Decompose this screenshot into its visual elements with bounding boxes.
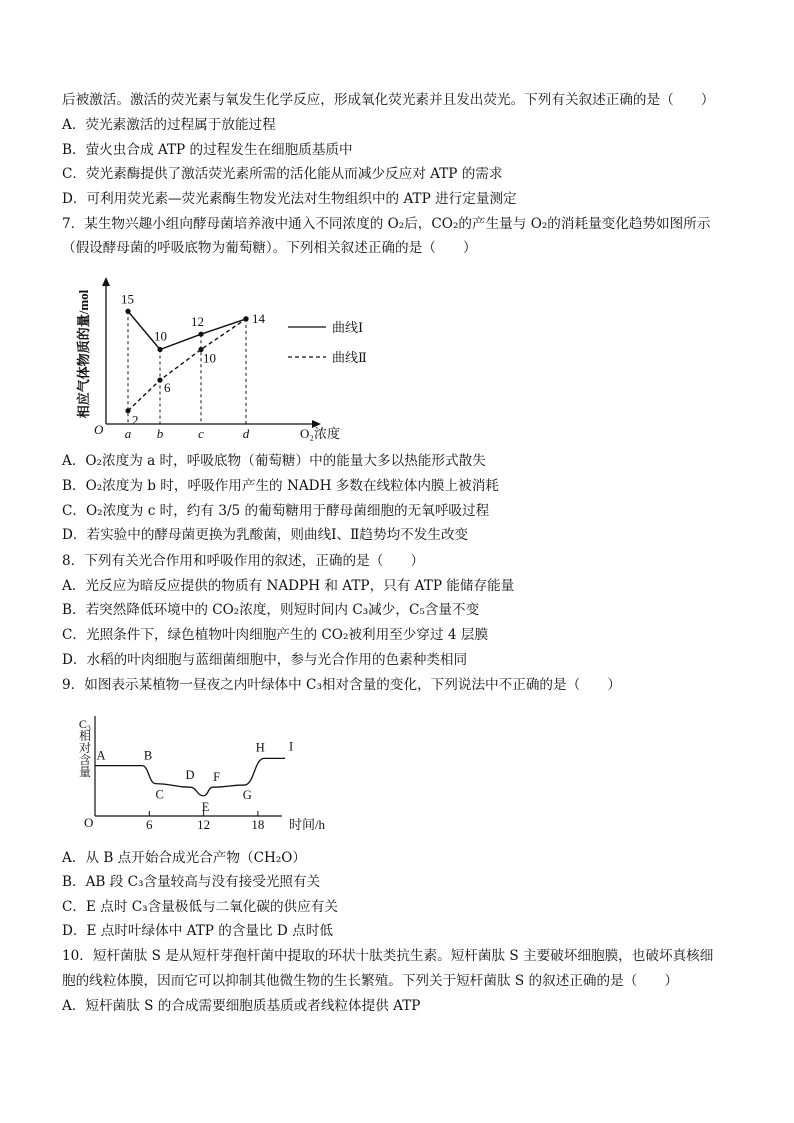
q7-stem-line1: 7．某生物兴趣小组向酵母菌培养液中通入不同浓度的 O₂后，CO₂的产生量与 O₂的消耗量变化趋势如图所示 <box>62 216 711 232</box>
q9-option-c: C．E 点时 C₃含量极低与二氧化碳的供应有关 <box>62 899 338 915</box>
q7-x-tick-label: a <box>124 426 132 441</box>
q9-point-label-g: G <box>242 788 252 803</box>
q9-x-axis-label: 时间/h <box>288 817 326 832</box>
q9-x-tick-label: 18 <box>251 817 265 832</box>
q7-data-point <box>243 316 248 321</box>
q9-option-d: D．E 点时叶绿体中 ATP 的含量比 D 点时低 <box>62 923 333 939</box>
q7-data-point <box>157 378 162 383</box>
q7-data-label: 6 <box>164 380 171 396</box>
q9-point-label-d: D <box>185 768 195 783</box>
q7-x-tick-label: d <box>242 426 250 441</box>
q7-series-lines <box>128 311 246 410</box>
q7-x-axis-label: O₂浓度 <box>300 426 340 441</box>
q8-option-a: A．光反应为暗反应提供的物质有 NADPH 和 ATP，只有 ATP 能储存能量 <box>62 578 515 594</box>
q9-point-label-f: F <box>213 770 221 785</box>
q7-data-point <box>125 309 130 314</box>
q9-option-a: A．从 B 点开始合成光合产物（CH₂O） <box>62 850 307 866</box>
q7-x-tick-label: c <box>198 426 204 441</box>
q7-data-label: 10 <box>203 350 216 366</box>
q8-option-d: D．水稻的叶肉细胞与蓝细菌细胞中，参与光合作用的色素种类相同 <box>62 652 468 668</box>
q9-x-ticks <box>146 811 264 832</box>
q8-option-c: C．光照条件下，绿色植物叶肉细胞产生的 CO₂被利用至少穿过 4 层膜 <box>62 627 489 643</box>
q6-option-a: A．荧光素激活的过程属于放能过程 <box>62 117 276 133</box>
q7-legend-label-1: 曲线Ⅰ <box>332 320 364 335</box>
q9-stem: 9．如图表示某植物一昼夜之内叶绿体中 C₃相对含量的变化，下列说法中不正确的是（ ） <box>62 677 621 693</box>
q9-x-tick-label: 6 <box>146 817 153 832</box>
q7-x-tick-label: b <box>156 426 164 441</box>
q7-data-label: 2 <box>132 412 139 428</box>
q9-point-label-i: I <box>288 739 294 754</box>
q9-point-label-e: E <box>201 799 210 814</box>
q7-marks <box>121 291 266 441</box>
q7-origin-label: O <box>94 422 104 437</box>
q9-origin-label: O <box>84 815 94 830</box>
q9-y-axis-label-char: 相 <box>78 729 92 743</box>
q7-data-label: 12 <box>191 314 204 330</box>
q9-y-axis-label-char: 对 <box>78 741 92 755</box>
q7-data-point <box>125 408 130 413</box>
q7-stem-line2: （假设酵母菌的呼吸底物为葡萄糖）。下列相关叙述正确的是（ ） <box>62 240 477 256</box>
q9-y-axis-label-char: 含 <box>78 753 92 767</box>
q7-data-point <box>198 332 203 337</box>
q9-point-label-b: B <box>143 748 153 763</box>
q8-stem: 8．下列有关光合作用和呼吸作用的叙述，正确的是（ ） <box>62 553 425 569</box>
q9-option-b: B．AB 段 C₃含量较高与没有接受光照有关 <box>62 874 321 890</box>
q7-data-label: 14 <box>252 310 265 326</box>
q6-option-d: D．可利用荧光素—荧光素酶生物发光法对生物组织中的 ATP 进行定量测定 <box>62 191 517 207</box>
q7-option-a: A．O₂浓度为 a 时，呼吸底物（葡萄糖）中的能量大多以热能形式散失 <box>62 453 486 469</box>
q7-option-d: D．若实验中的酵母菌更换为乳酸菌，则曲线Ⅰ、Ⅱ趋势均不发生改变 <box>62 527 469 543</box>
q10-option-a: A．短杆菌肽 S 的合成需要细胞质基质或者线粒体提供 ATP <box>62 998 421 1014</box>
q7-drop-lines <box>128 311 246 424</box>
q7-option-c: C．O₂浓度为 c 时，约有 3/5 的葡萄糖用于酵母菌细胞的无氧呼吸过程 <box>62 503 490 519</box>
q9-c3-chart <box>72 712 342 838</box>
q6-option-b: B．萤火虫合成 ATP 的过程发生在细胞质基质中 <box>62 142 353 158</box>
q6-option-c: C．荧光素酶提供了激活荧光素所需的活化能从而减少反应对 ATP 的需求 <box>62 166 503 182</box>
q9-y-axis-label-char: C₃ <box>78 717 92 731</box>
q8-option-b: B．若突然降低环境中的 CO₂浓度，则短时间内 C₃减少，C₅含量不变 <box>62 602 480 618</box>
q7-y-axis-arrow <box>102 277 110 286</box>
q7-legend-label-2: 曲线Ⅱ <box>332 350 367 365</box>
q7-option-b: B．O₂浓度为 b 时，呼吸作用产生的 NADH 多数在线粒体内膜上被消耗 <box>62 478 499 494</box>
q7-data-label: 10 <box>154 328 167 344</box>
q9-y-axis-label <box>79 717 91 779</box>
q9-y-axis-label-char: 量 <box>78 765 92 779</box>
q7-gas-chart <box>70 276 400 442</box>
q9-x-tick-label: 12 <box>197 817 211 832</box>
q7-data-label: 15 <box>121 291 134 307</box>
q10-stem-line1: 10．短杆菌肽 S 是从短杆芽孢杆菌中提取的环状十肽类抗生素。短杆菌肽 S 主要破坏细胞膜，也破坏真核细 <box>62 948 714 964</box>
q7-data-point <box>157 347 162 352</box>
q10-stem-line2: 胞的线粒体膜，因而它可以抑制其他微生物的生长繁殖。下列关于短杆菌肽 S 的叙述正确的是（ ） <box>62 973 679 989</box>
q9-point-labels <box>96 739 293 813</box>
q7-y-axis-label: 相应气体物质的量/mol <box>76 289 91 419</box>
q9-point-label-h: H <box>255 740 265 755</box>
q9-point-label-c: C <box>155 787 164 802</box>
q9-point-label-a: A <box>96 748 106 763</box>
q6-stem-tail: 后被激活。激活的荧光素与氧发生化学反应，形成氧化荧光素并且发出荧光。下列有关叙述正确的是（ ） <box>62 92 715 108</box>
